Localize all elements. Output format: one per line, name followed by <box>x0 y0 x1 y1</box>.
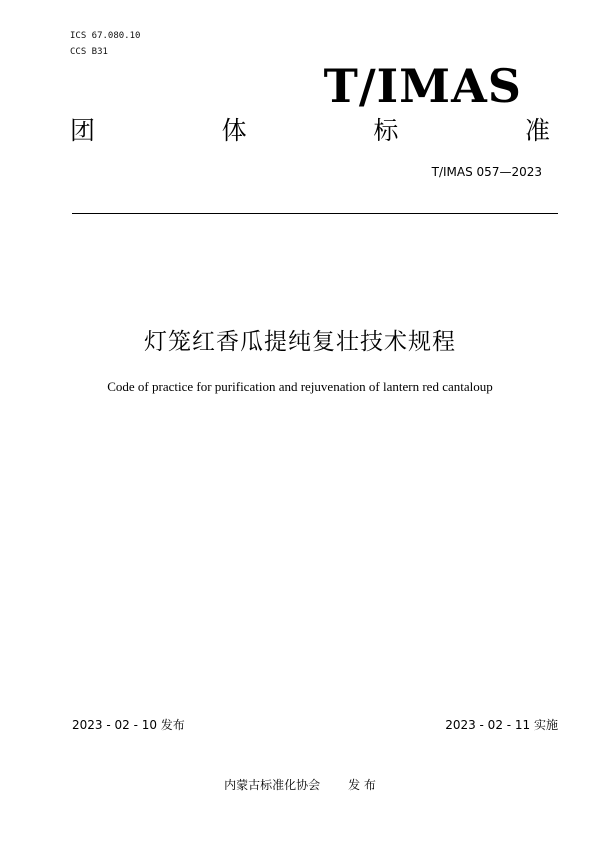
classification-block <box>70 28 140 60</box>
standard-type-char: 准 <box>524 116 550 145</box>
document-title-chinese: 灯笼红香瓜提纯复壮技术规程 <box>144 329 456 355</box>
ccs-code: CCS B31 <box>70 47 108 57</box>
standard-number: T/IMAS 057—2023 <box>431 165 542 179</box>
publisher-line <box>0 777 600 793</box>
publisher-name: 内蒙古标准化协会 <box>224 778 321 792</box>
ics-code: ICS 67.080.10 <box>70 31 141 41</box>
standard-type-heading <box>70 115 550 147</box>
issue-date: 2023 - 02 - 10 发布 <box>72 718 185 732</box>
document-title-english: Code of practice for purification and rejuvenation of lantern red cantaloup <box>107 379 493 394</box>
standard-type-char: 体 <box>221 116 247 145</box>
standard-type-char: 团 <box>70 116 96 145</box>
publisher-action: 发 布 <box>348 778 376 792</box>
standard-type-char: 标 <box>373 116 399 145</box>
implementation-date: 2023 - 02 - 11 实施 <box>445 718 558 732</box>
header-divider <box>72 213 558 214</box>
standard-brand-mark: T/IMAS <box>323 59 522 113</box>
